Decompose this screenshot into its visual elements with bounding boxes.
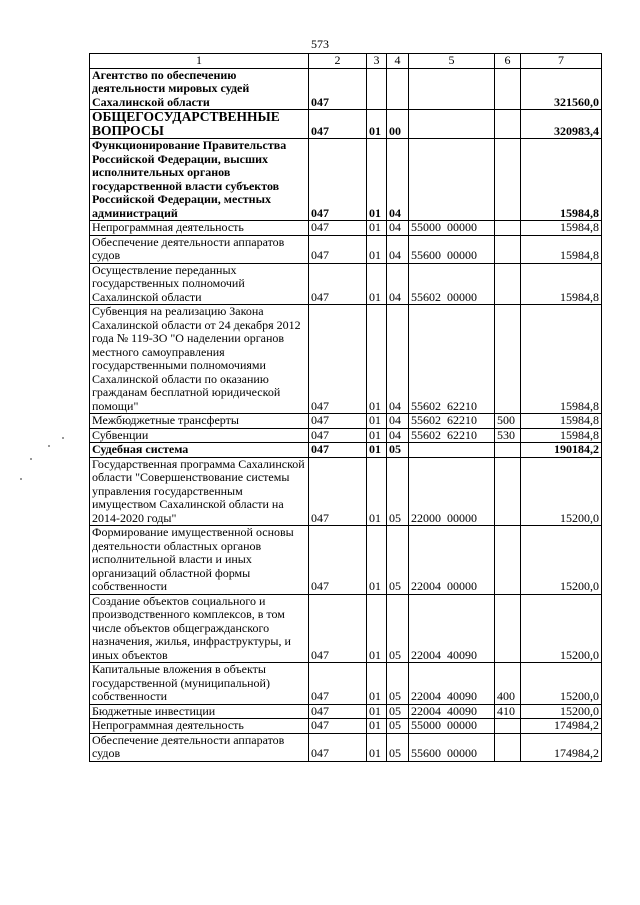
row-name: Непрограммная деятельность [90, 719, 309, 734]
section-code: 01 [367, 139, 387, 221]
expense-type [495, 68, 521, 110]
amount: 321560,0 [521, 68, 602, 110]
table-row [90, 733, 602, 761]
target-article: 55602 62210 [409, 414, 495, 429]
row-name: Функционирование Правительства Российской Федерации, высших исполнительных органов государственной власти субъектов Российской Федерации, местных администраций [90, 139, 309, 221]
column-header: 4 [387, 54, 409, 69]
table-row [90, 443, 602, 458]
table-row [90, 414, 602, 429]
column-number-header [90, 54, 602, 69]
ministry-code: 047 [309, 305, 367, 414]
row-name: Агентство по обеспечению деятельности мировых судей Сахалинской области [90, 68, 309, 110]
section-code: 01 [367, 594, 387, 663]
section-code: 01 [367, 704, 387, 719]
section-code: 01 [367, 526, 387, 595]
expense-type [495, 235, 521, 263]
section-code: 01 [367, 428, 387, 443]
expense-type: 530 [495, 428, 521, 443]
amount: 15984,8 [521, 235, 602, 263]
row-name: Межбюджетные трансферты [90, 414, 309, 429]
ministry-code: 047 [309, 139, 367, 221]
expense-type [495, 263, 521, 305]
section-code: 01 [367, 305, 387, 414]
column-header: 2 [309, 54, 367, 69]
amount: 15984,8 [521, 305, 602, 414]
expense-type: 500 [495, 414, 521, 429]
subsection-code: 05 [387, 719, 409, 734]
column-header: 7 [521, 54, 602, 69]
amount: 15984,8 [521, 139, 602, 221]
section-code: 01 [367, 110, 387, 139]
table-row [90, 594, 602, 663]
expense-type: 400 [495, 663, 521, 705]
target-article: 55600 00000 [409, 733, 495, 761]
amount: 174984,2 [521, 719, 602, 734]
subsection-code [387, 68, 409, 110]
ministry-code: 047 [309, 733, 367, 761]
row-name: Бюджетные инвестиции [90, 704, 309, 719]
row-name: Судебная система [90, 443, 309, 458]
budget-table [89, 53, 602, 762]
target-article: 55602 62210 [409, 428, 495, 443]
row-name: Обеспечение деятельности аппаратов судов [90, 235, 309, 263]
target-article: 55600 00000 [409, 235, 495, 263]
expense-type [495, 443, 521, 458]
ministry-code: 047 [309, 719, 367, 734]
expense-type [495, 594, 521, 663]
subsection-code: 04 [387, 235, 409, 263]
subsection-code: 05 [387, 443, 409, 458]
expense-type: 410 [495, 704, 521, 719]
target-article: 55000 00000 [409, 719, 495, 734]
amount: 15200,0 [521, 526, 602, 595]
target-article: 55602 62210 [409, 305, 495, 414]
row-name: Непрограммная деятельность [90, 221, 309, 236]
column-header: 3 [367, 54, 387, 69]
section-code [367, 68, 387, 110]
subsection-code: 05 [387, 594, 409, 663]
row-name: Капитальные вложения в объекты государственной (муниципальной) собственности [90, 663, 309, 705]
table-row [90, 428, 602, 443]
row-name: Создание объектов социального и производственного комплексов, в том числе объектов общегражданского назначения, жилья, инфраструктуры, и иных объектов [90, 594, 309, 663]
ministry-code: 047 [309, 594, 367, 663]
table-row [90, 263, 602, 305]
ministry-code: 047 [309, 457, 367, 526]
scan-speck [62, 437, 64, 439]
target-article: 22004 40090 [409, 594, 495, 663]
subsection-code: 04 [387, 221, 409, 236]
ministry-code: 047 [309, 443, 367, 458]
section-code: 01 [367, 443, 387, 458]
section-code: 01 [367, 733, 387, 761]
table-row [90, 68, 602, 110]
subsection-code: 05 [387, 704, 409, 719]
expense-type [495, 110, 521, 139]
ministry-code: 047 [309, 235, 367, 263]
subsection-code: 04 [387, 414, 409, 429]
ministry-code: 047 [309, 663, 367, 705]
ministry-code: 047 [309, 704, 367, 719]
amount: 15984,8 [521, 263, 602, 305]
section-code: 01 [367, 414, 387, 429]
ministry-code: 047 [309, 414, 367, 429]
expense-type [495, 139, 521, 221]
amount: 15984,8 [521, 428, 602, 443]
amount: 15200,0 [521, 663, 602, 705]
target-article: 22004 00000 [409, 526, 495, 595]
row-name: ОБЩЕГОСУДАРСТВЕННЫЕ ВОПРОСЫ [90, 110, 309, 139]
scan-speck [20, 478, 22, 480]
subsection-code: 04 [387, 263, 409, 305]
ministry-code: 047 [309, 110, 367, 139]
table-row [90, 305, 602, 414]
table-row [90, 526, 602, 595]
subsection-code: 05 [387, 526, 409, 595]
scan-speck [30, 458, 32, 460]
subsection-code: 04 [387, 139, 409, 221]
table-row [90, 235, 602, 263]
subsection-code: 04 [387, 428, 409, 443]
expense-type [495, 457, 521, 526]
expense-type [495, 305, 521, 414]
subsection-code: 05 [387, 663, 409, 705]
amount: 190184,2 [521, 443, 602, 458]
section-code: 01 [367, 719, 387, 734]
target-article: 22004 40090 [409, 663, 495, 705]
section-code: 01 [367, 221, 387, 236]
ministry-code: 047 [309, 526, 367, 595]
column-header: 1 [90, 54, 309, 69]
row-name: Субвенция на реализацию Закона Сахалинской области от 24 декабря 2012 года № 119-ЗО "О наделении органов местного самоуправления государственными полномочиями Сахалинской области по оказанию гражданам бесплатной юридической помощи" [90, 305, 309, 414]
section-code: 01 [367, 663, 387, 705]
ministry-code: 047 [309, 221, 367, 236]
section-code: 01 [367, 457, 387, 526]
subsection-code: 05 [387, 733, 409, 761]
page-number: 573 [311, 37, 329, 51]
subsection-code: 04 [387, 305, 409, 414]
subsection-code: 05 [387, 457, 409, 526]
row-name: Осуществление переданных государственных полномочий Сахалинской области [90, 263, 309, 305]
target-article: 55000 00000 [409, 221, 495, 236]
target-article [409, 110, 495, 139]
amount: 15200,0 [521, 457, 602, 526]
expense-type [495, 719, 521, 734]
section-code: 01 [367, 263, 387, 305]
column-header: 5 [409, 54, 495, 69]
target-article [409, 443, 495, 458]
column-header: 6 [495, 54, 521, 69]
row-name: Субвенции [90, 428, 309, 443]
table-row [90, 719, 602, 734]
target-article: 22000 00000 [409, 457, 495, 526]
table-row [90, 457, 602, 526]
ministry-code: 047 [309, 263, 367, 305]
table-row [90, 221, 602, 236]
table-row [90, 110, 602, 139]
amount: 174984,2 [521, 733, 602, 761]
expense-type [495, 221, 521, 236]
table-row [90, 663, 602, 705]
table-row [90, 139, 602, 221]
subsection-code: 00 [387, 110, 409, 139]
ministry-code: 047 [309, 68, 367, 110]
target-article [409, 139, 495, 221]
row-name: Государственная программа Сахалинской области "Совершенствование системы управления государственным имуществом Сахалинской области на 2014-2020 годы" [90, 457, 309, 526]
row-name: Обеспечение деятельности аппаратов судов [90, 733, 309, 761]
target-article: 22004 40090 [409, 704, 495, 719]
amount: 320983,4 [521, 110, 602, 139]
expense-type [495, 733, 521, 761]
scan-speck [48, 445, 50, 447]
amount: 15200,0 [521, 704, 602, 719]
expense-type [495, 526, 521, 595]
amount: 15200,0 [521, 594, 602, 663]
table-row [90, 704, 602, 719]
section-code: 01 [367, 235, 387, 263]
ministry-code: 047 [309, 428, 367, 443]
amount: 15984,8 [521, 414, 602, 429]
row-name: Формирование имущественной основы деятельности областных органов исполнительной власти и иных организаций областной формы собственности [90, 526, 309, 595]
target-article [409, 68, 495, 110]
amount: 15984,8 [521, 221, 602, 236]
target-article: 55602 00000 [409, 263, 495, 305]
